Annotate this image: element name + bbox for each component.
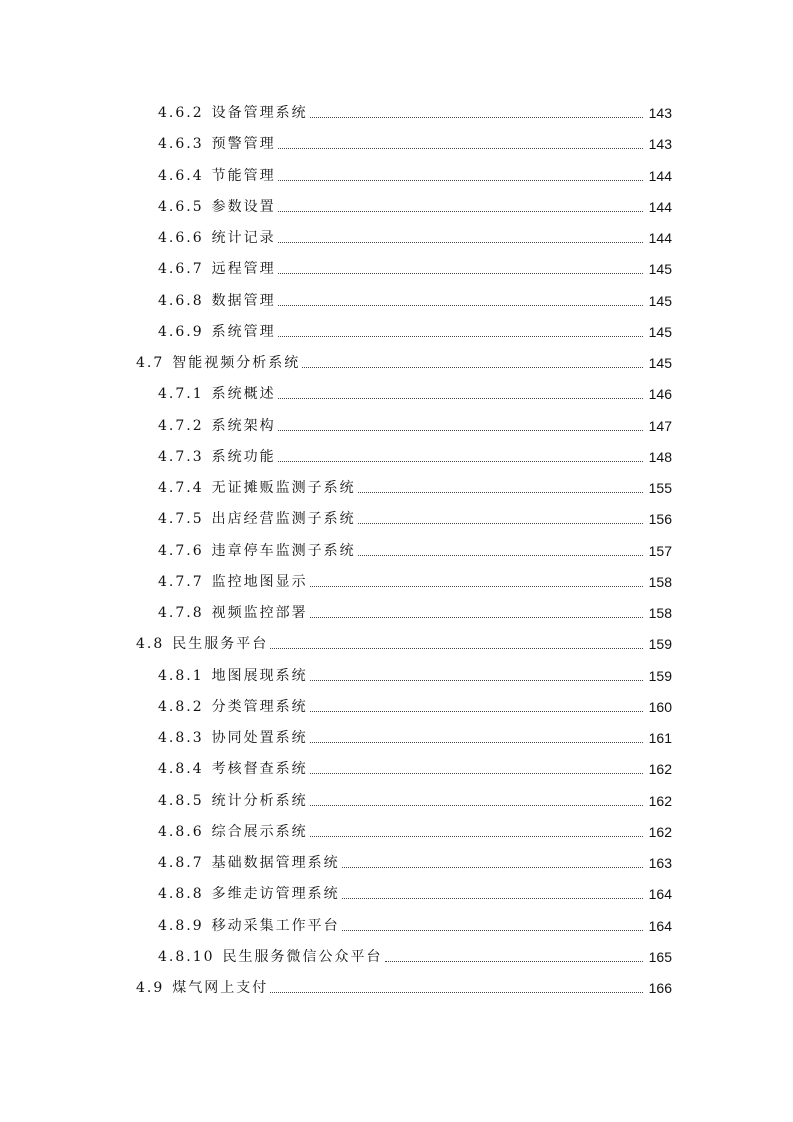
toc-entry-title: 煤气网上支付 <box>172 980 269 996</box>
toc-entry-title: 协同处置系统 <box>211 730 308 746</box>
toc-entry-page-number: 145 <box>648 355 672 371</box>
toc-entry-page-number: 164 <box>648 886 672 903</box>
toc-entry-number: 4.6.9 <box>158 323 204 340</box>
toc-entry-number: 4.6.2 <box>158 105 204 121</box>
toc-entry[interactable] <box>158 256 672 278</box>
toc-entry[interactable] <box>158 288 672 310</box>
toc-entry[interactable] <box>158 381 672 403</box>
toc-dot-leader <box>358 523 643 524</box>
toc-entry-title: 移动采集工作平台 <box>211 917 340 934</box>
toc-dot-leader <box>270 648 643 649</box>
toc-dot-leader <box>278 398 643 399</box>
toc-entry-number: 4.7.6 <box>158 542 204 559</box>
toc-dot-leader <box>358 555 643 556</box>
toc-entry-page-number: 162 <box>648 761 672 778</box>
toc-entry-page-number: 164 <box>648 917 672 934</box>
toc-entry-title: 多维走访管理系统 <box>211 886 340 903</box>
toc-entry-page-number: 144 <box>648 230 672 246</box>
toc-entry[interactable] <box>136 631 672 653</box>
toc-entry[interactable] <box>136 350 672 372</box>
toc-entry-title: 系统功能 <box>211 448 276 465</box>
toc-entry-title: 预警管理 <box>211 136 276 153</box>
toc-entry-number: 4.8 <box>136 636 165 653</box>
toc-entry-number: 4.8.3 <box>158 730 204 746</box>
toc-entry-page-number: 146 <box>648 386 672 403</box>
toc-dot-leader <box>302 367 643 368</box>
toc-entry-title: 综合展示系统 <box>211 823 308 840</box>
toc-entry-title: 出店经营监测子系统 <box>211 511 356 528</box>
toc-entry-title: 民生服务平台 <box>172 636 269 653</box>
toc-entry-number: 4.6.4 <box>158 167 204 184</box>
toc-entry-title: 分类管理系统 <box>211 698 308 715</box>
toc-entry-title: 地图展现系统 <box>211 667 308 684</box>
toc-entry[interactable] <box>158 569 672 591</box>
toc-entry-page-number: 160 <box>648 698 672 715</box>
toc-entry-title: 考核督查系统 <box>211 761 308 778</box>
toc-dot-leader <box>278 211 643 212</box>
toc-dot-leader <box>342 930 643 931</box>
toc-dot-leader <box>270 992 643 993</box>
toc-entry-number: 4.8.4 <box>158 761 204 778</box>
toc-entry-page-number: 163 <box>648 855 672 871</box>
toc-dot-leader <box>385 961 643 962</box>
toc-entry[interactable] <box>158 538 672 560</box>
toc-dot-leader <box>310 617 643 618</box>
toc-entry[interactable] <box>158 131 672 153</box>
toc-entry-title: 智能视频分析系统 <box>172 355 301 371</box>
toc-entry[interactable] <box>158 788 672 810</box>
toc-entry-page-number: 162 <box>648 792 672 809</box>
toc-entry-number: 4.7.2 <box>158 417 204 434</box>
toc-entry-title: 系统管理 <box>211 323 276 340</box>
toc-entry[interactable] <box>158 850 672 872</box>
toc-entry-title: 统计分析系统 <box>211 792 308 809</box>
toc-entry-page-number: 155 <box>648 480 672 496</box>
toc-entry-number: 4.8.1 <box>158 667 204 684</box>
toc-entry-page-number: 165 <box>648 948 672 965</box>
toc-entry-title: 节能管理 <box>211 167 276 184</box>
toc-dot-leader <box>310 711 643 712</box>
toc-dot-leader <box>342 867 643 868</box>
toc-entry-page-number: 144 <box>648 198 672 215</box>
toc-entry[interactable] <box>158 413 672 435</box>
toc-dot-leader <box>310 117 643 118</box>
toc-entry-number: 4.8.8 <box>158 886 204 903</box>
toc-dot-leader <box>278 430 643 431</box>
toc-entry-page-number: 144 <box>648 167 672 184</box>
toc-entry[interactable] <box>158 725 672 747</box>
toc-entry-title: 监控地图显示 <box>211 573 308 590</box>
toc-entry[interactable] <box>158 506 672 528</box>
toc-entry-number: 4.6.7 <box>158 261 204 278</box>
toc-entry-title: 民生服务微信公众平台 <box>222 948 383 965</box>
toc-dot-leader <box>278 273 643 274</box>
toc-dot-leader <box>310 836 643 837</box>
toc-entry-page-number: 143 <box>648 105 672 121</box>
toc-entry-title: 数据管理 <box>211 292 276 309</box>
toc-entry-page-number: 157 <box>648 542 672 559</box>
toc-entry-number: 4.6.8 <box>158 292 204 309</box>
toc-dot-leader <box>358 492 643 493</box>
toc-entry-number: 4.8.5 <box>158 792 204 809</box>
toc-entry-title: 设备管理系统 <box>211 105 308 121</box>
toc-entry-title: 系统概述 <box>211 386 276 403</box>
toc-entry-title: 基础数据管理系统 <box>211 855 340 871</box>
toc-entry-number: 4.7 <box>136 355 165 371</box>
toc-entry[interactable] <box>158 694 672 716</box>
toc-entry[interactable] <box>158 944 672 966</box>
toc-entry[interactable] <box>158 319 672 341</box>
toc-entry-title: 违章停车监测子系统 <box>211 542 356 559</box>
toc-dot-leader <box>278 242 643 243</box>
toc-entry-title: 参数设置 <box>211 198 276 215</box>
toc-entry[interactable] <box>158 881 672 903</box>
toc-entry-title: 无证摊贩监测子系统 <box>211 480 356 496</box>
toc-entry-number: 4.7.1 <box>158 386 204 403</box>
toc-entry[interactable] <box>158 756 672 778</box>
toc-entry-number: 4.8.10 <box>158 948 215 965</box>
toc-entry-number: 4.6.6 <box>158 230 204 246</box>
toc-entry-title: 视频监控部署 <box>211 605 308 621</box>
toc-dot-leader <box>278 461 643 462</box>
toc-entry-number: 4.8.9 <box>158 917 204 934</box>
toc-dot-leader <box>310 680 643 681</box>
toc-entry-page-number: 158 <box>648 573 672 590</box>
toc-entry-number: 4.8.2 <box>158 698 204 715</box>
toc-dot-leader <box>310 742 643 743</box>
toc-entry[interactable] <box>158 225 672 247</box>
toc-dot-leader <box>310 773 643 774</box>
toc-entry-page-number: 143 <box>648 136 672 153</box>
toc-entry-page-number: 159 <box>648 636 672 653</box>
toc-entry-number: 4.8.7 <box>158 855 204 871</box>
toc-entry-page-number: 145 <box>648 323 672 340</box>
toc-entry-number: 4.6.5 <box>158 198 204 215</box>
toc-entry[interactable] <box>158 194 672 216</box>
toc-entry[interactable] <box>158 100 672 122</box>
toc-entry-page-number: 147 <box>648 417 672 434</box>
toc-entry-page-number: 159 <box>648 667 672 684</box>
toc-entry-title: 远程管理 <box>211 261 276 278</box>
toc-entry-number: 4.7.5 <box>158 511 204 528</box>
toc-entry-number: 4.8.6 <box>158 823 204 840</box>
toc-dot-leader <box>278 305 643 306</box>
toc-dot-leader <box>278 148 643 149</box>
toc-entry[interactable] <box>158 475 672 497</box>
toc-entry-number: 4.7.7 <box>158 573 204 590</box>
toc-entry-title: 系统架构 <box>211 417 276 434</box>
toc-entry-page-number: 158 <box>648 605 672 621</box>
toc-entry-number: 4.7.4 <box>158 480 204 496</box>
toc-dot-leader <box>310 586 643 587</box>
toc-entry-page-number: 145 <box>648 261 672 278</box>
toc-entry[interactable] <box>158 444 672 466</box>
toc-entry-number: 4.9 <box>136 980 165 996</box>
toc-entry[interactable] <box>158 163 672 185</box>
toc-entry-page-number: 145 <box>648 292 672 309</box>
toc-entry-page-number: 166 <box>648 980 672 996</box>
toc-entry[interactable] <box>158 600 672 622</box>
toc-entry-number: 4.7.8 <box>158 605 204 621</box>
toc-entry[interactable] <box>158 913 672 935</box>
toc-entry[interactable] <box>158 819 672 841</box>
toc-entry-page-number: 161 <box>648 730 672 746</box>
toc-entry-page-number: 162 <box>648 823 672 840</box>
toc-dot-leader <box>278 336 643 337</box>
toc-dot-leader <box>310 805 643 806</box>
toc-entry[interactable] <box>158 663 672 685</box>
toc-dot-leader <box>342 898 643 899</box>
toc-entry-page-number: 148 <box>648 448 672 465</box>
toc-entry[interactable] <box>136 975 672 997</box>
toc-entry-page-number: 156 <box>648 511 672 528</box>
toc-entry-number: 4.7.3 <box>158 448 204 465</box>
toc-entry-title: 统计记录 <box>211 230 276 246</box>
toc-dot-leader <box>278 180 643 181</box>
toc-entry-number: 4.6.3 <box>158 136 204 153</box>
